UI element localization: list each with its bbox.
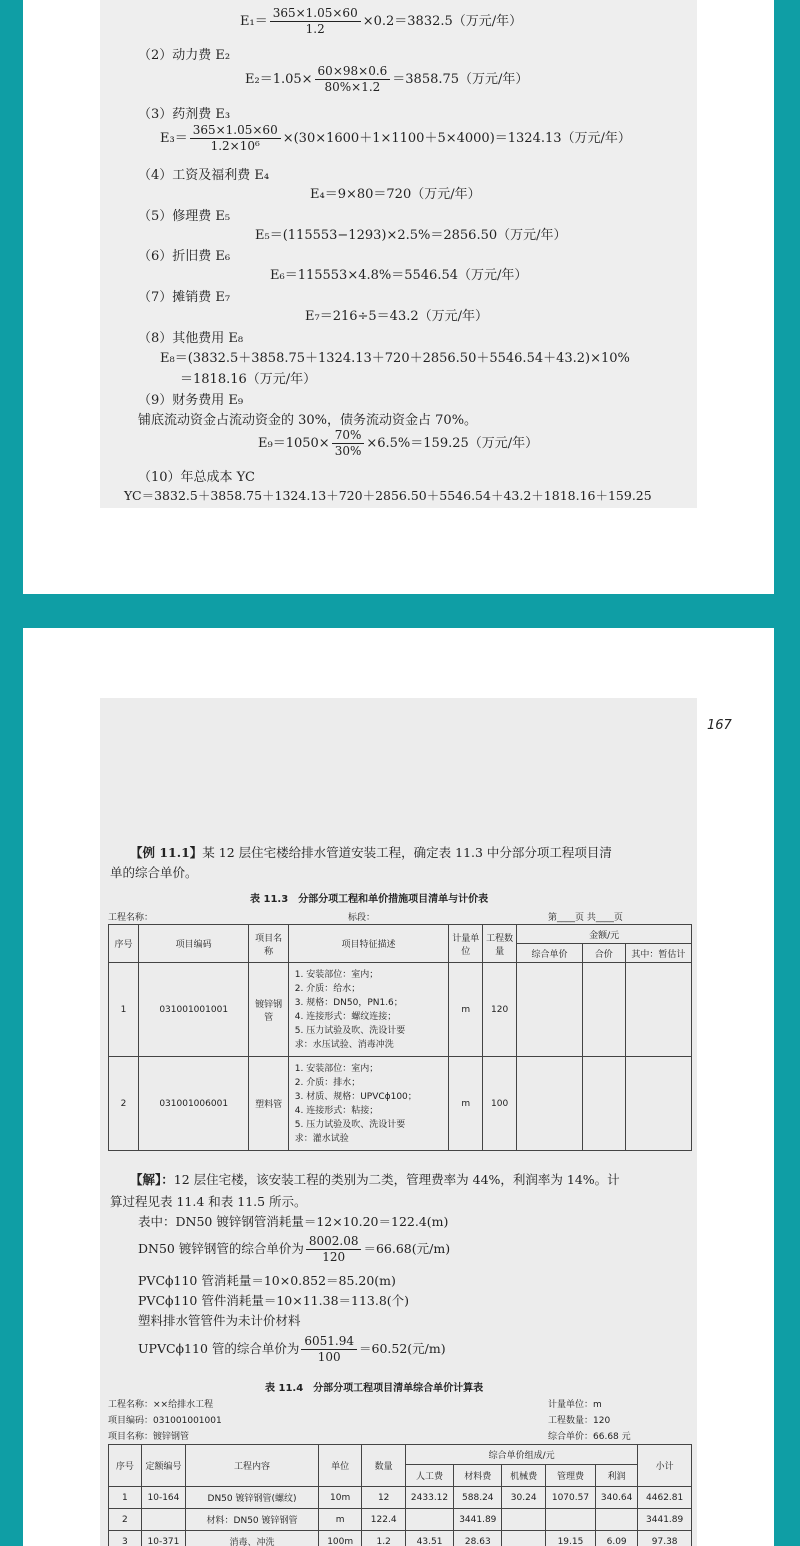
table-11-4-code: 项目编码：031001001001 <box>108 1416 222 1426</box>
th-composition: 综合单价组成/元 <box>405 1445 637 1465</box>
table-row: 2 031001006001 塑料管 1. 安装部位：室内； 2. 介质：排水； 3. 材质、规格：UPVCϕ100； 4. 连接形式：粘接； 5. 压力试验及吹、洗设计要 求：灌水试验 m 100 <box>109 1057 692 1151</box>
table-11-3-project: 工程名称： <box>108 913 154 923</box>
calc-line1: 表中：DN50 镀锌钢管消耗量＝12×10.20＝122.4(m) <box>138 1214 449 1229</box>
table-11-4-name: 项目名称：镀锌钢管 <box>108 1432 190 1442</box>
formula-e6: E₆＝115553×4.8%＝5546.54（万元/年） <box>270 268 528 283</box>
th-machine: 机械费 <box>502 1465 545 1487</box>
formula-e9: E₉＝1050× $\frac{70\%}{30\%}$ ×6.5%＝159.25（万元/年） <box>258 428 539 458</box>
th-seq: 序号 <box>109 1445 142 1487</box>
table-11-3-page: 第____页 共____页 <box>548 913 623 923</box>
table-11-4-caption: 表 11.4 分部分项工程项目清单综合单价计算表 <box>265 1383 484 1394</box>
th-profit: 利润 <box>595 1465 637 1487</box>
calc-line4: PVCϕ110 管件消耗量＝10×11.38＝113.8(个) <box>138 1293 410 1308</box>
example-tag: 【例 11.1】 <box>130 845 203 860</box>
formula-e8-line2: ＝1818.16（万元/年） <box>180 372 317 387</box>
th-qty: 工程数量 <box>483 925 517 963</box>
heading-e9: （9）财务费用 E₉ <box>138 393 244 408</box>
th-material: 材料费 <box>454 1465 502 1487</box>
table-11-4-qty: 工程数量：120 <box>548 1416 611 1426</box>
formula-e2: E₂＝1.05× $\frac{60\times 98\times 0.6}{80\%\times 1.2}$ ＝3858.75（万元/年） <box>245 64 529 94</box>
table-11-3-caption: 表 11.3 分部分项工程和单价措施项目清单与计价表 <box>250 894 489 905</box>
formula-e4: E₄＝9×80＝720（万元/年） <box>310 187 481 202</box>
table-11-4-project: 工程名称：××给排水工程 <box>108 1400 214 1410</box>
table-11-4-price: 综合单价：66.68 元 <box>548 1432 631 1442</box>
th-seq: 序号 <box>109 925 139 963</box>
th-amount: 金额/元 <box>517 925 692 944</box>
heading-e7: （7）摊销费 E₇ <box>138 290 231 305</box>
calc-line2: DN50 镀锌钢管的综合单价为 $\frac{8002.08}{120}$ ＝66.68(元/m) <box>138 1234 451 1264</box>
page-number: 167 <box>707 718 732 733</box>
th-unit: 单位 <box>318 1445 362 1487</box>
th-code: 项目编码 <box>138 925 249 963</box>
heading-e6: （6）折旧费 E₆ <box>138 249 231 264</box>
example-line2: 单的综合单价。 <box>110 865 198 880</box>
table-11-3-section: 标段： <box>348 913 376 923</box>
calc-line3: PVCϕ110 管消耗量＝10×0.852＝85.20(m) <box>138 1273 396 1288</box>
formula-e1: E₁＝ $\frac{365\times 1.05\times 60}{1.2}$ ×0.2＝3832.5（万元/年） <box>240 6 523 36</box>
th-subtotal: 小计 <box>638 1445 692 1487</box>
calc-line6: UPVCϕ110 管的综合单价为 $\frac{6051.94}{100}$ ＝60.52(元/m) <box>138 1334 446 1364</box>
calc-line5: 塑料排水管管件为未计价材料 <box>138 1313 301 1328</box>
solution-line1: 【解】：12 层住宅楼，该安装工程的类别为二类，管理费率为 44%，利润率为 14%。计 <box>130 1172 620 1187</box>
th-labor: 人工费 <box>405 1465 453 1487</box>
th-mgmt: 管理费 <box>545 1465 595 1487</box>
example-line1: 【例 11.1】某 12 层住宅楼给排水管道安装工程，确定表 11.3 中分部分项工程项目清 <box>130 845 612 860</box>
formula-e7: E₇＝216÷5＝43.2（万元/年） <box>305 309 489 324</box>
formula-yc: YC＝3832.5＋3858.75＋1324.13＋720＋2856.50＋5546.54＋43.2＋1818.16＋159.25 <box>124 488 652 503</box>
heading-e8: （8）其他费用 E₈ <box>138 331 244 346</box>
table-row: 1 10-164 DN50 镀锌钢管(螺纹) 10m 12 2433.12 588.24 30.24 1070.57 340.64 4462.81 <box>109 1487 692 1509</box>
th-quota: 定额编号 <box>141 1445 185 1487</box>
th-unit-price: 综合单价 <box>517 944 583 963</box>
table-row: 1 031001001001 镀锌钢管 1. 安装部位：室内； 2. 介质：给水； 3. 规格：DN50，PN1.6； 4. 连接形式：螺纹连接； 5. 压力试验及吹、洗设计要 求：水压试验、消毒冲洗 m 120 <box>109 963 692 1057</box>
scan-page-top <box>100 0 697 508</box>
table-11-3 <box>108 924 692 1151</box>
paragraph-e9: 铺底流动资金占流动资金的 30%，债务流动资金占 70%。 <box>138 413 478 428</box>
heading-e2: （2）动力费 E₂ <box>138 48 231 63</box>
solution-tag: 【解】： <box>130 1172 174 1187</box>
table-11-4 <box>108 1444 692 1546</box>
th-total: 合价 <box>582 944 625 963</box>
table-row: 3 10-371 消毒、冲洗 100m 1.2 43.51 28.63 19.15 6.09 97.38 <box>109 1531 692 1546</box>
table-11-4-unit: 计量单位：m <box>548 1400 602 1410</box>
heading-e4: （4）工资及福利费 E₄ <box>138 168 270 183</box>
formula-e8-line1: E₈＝(3832.5＋3858.75＋1324.13＋720＋2856.50＋5546.54＋43.2)×10% <box>160 351 630 366</box>
heading-e5: （5）修理费 E₅ <box>138 209 231 224</box>
th-qty: 数量 <box>362 1445 405 1487</box>
th-content: 工程内容 <box>186 1445 319 1487</box>
th-name: 项目名称 <box>249 925 288 963</box>
solution-line2: 算过程见表 11.4 和表 11.5 所示。 <box>110 1194 307 1209</box>
th-desc: 项目特征描述 <box>288 925 449 963</box>
scan-page-bottom <box>100 698 697 1546</box>
th-est: 其中：暂估计 <box>625 944 691 963</box>
table-row: 2 材料：DN50 镀锌钢管 m 122.4 3441.89 3441.89 <box>109 1509 692 1531</box>
formula-e3: E₃＝ $\frac{365\times 1.05\times 60}{\text{1.2×10⁶}}$ ×(30×1600＋1×1100＋5×4000)＝1324.13（万元/年） <box>160 123 631 153</box>
heading-yc: （10）年总成本 YC <box>138 470 255 485</box>
th-unit: 计量单位 <box>449 925 483 963</box>
heading-e3: （3）药剂费 E₃ <box>138 107 231 122</box>
formula-e5: E₅＝(115553−1293)×2.5%＝2856.50（万元/年） <box>255 228 567 243</box>
